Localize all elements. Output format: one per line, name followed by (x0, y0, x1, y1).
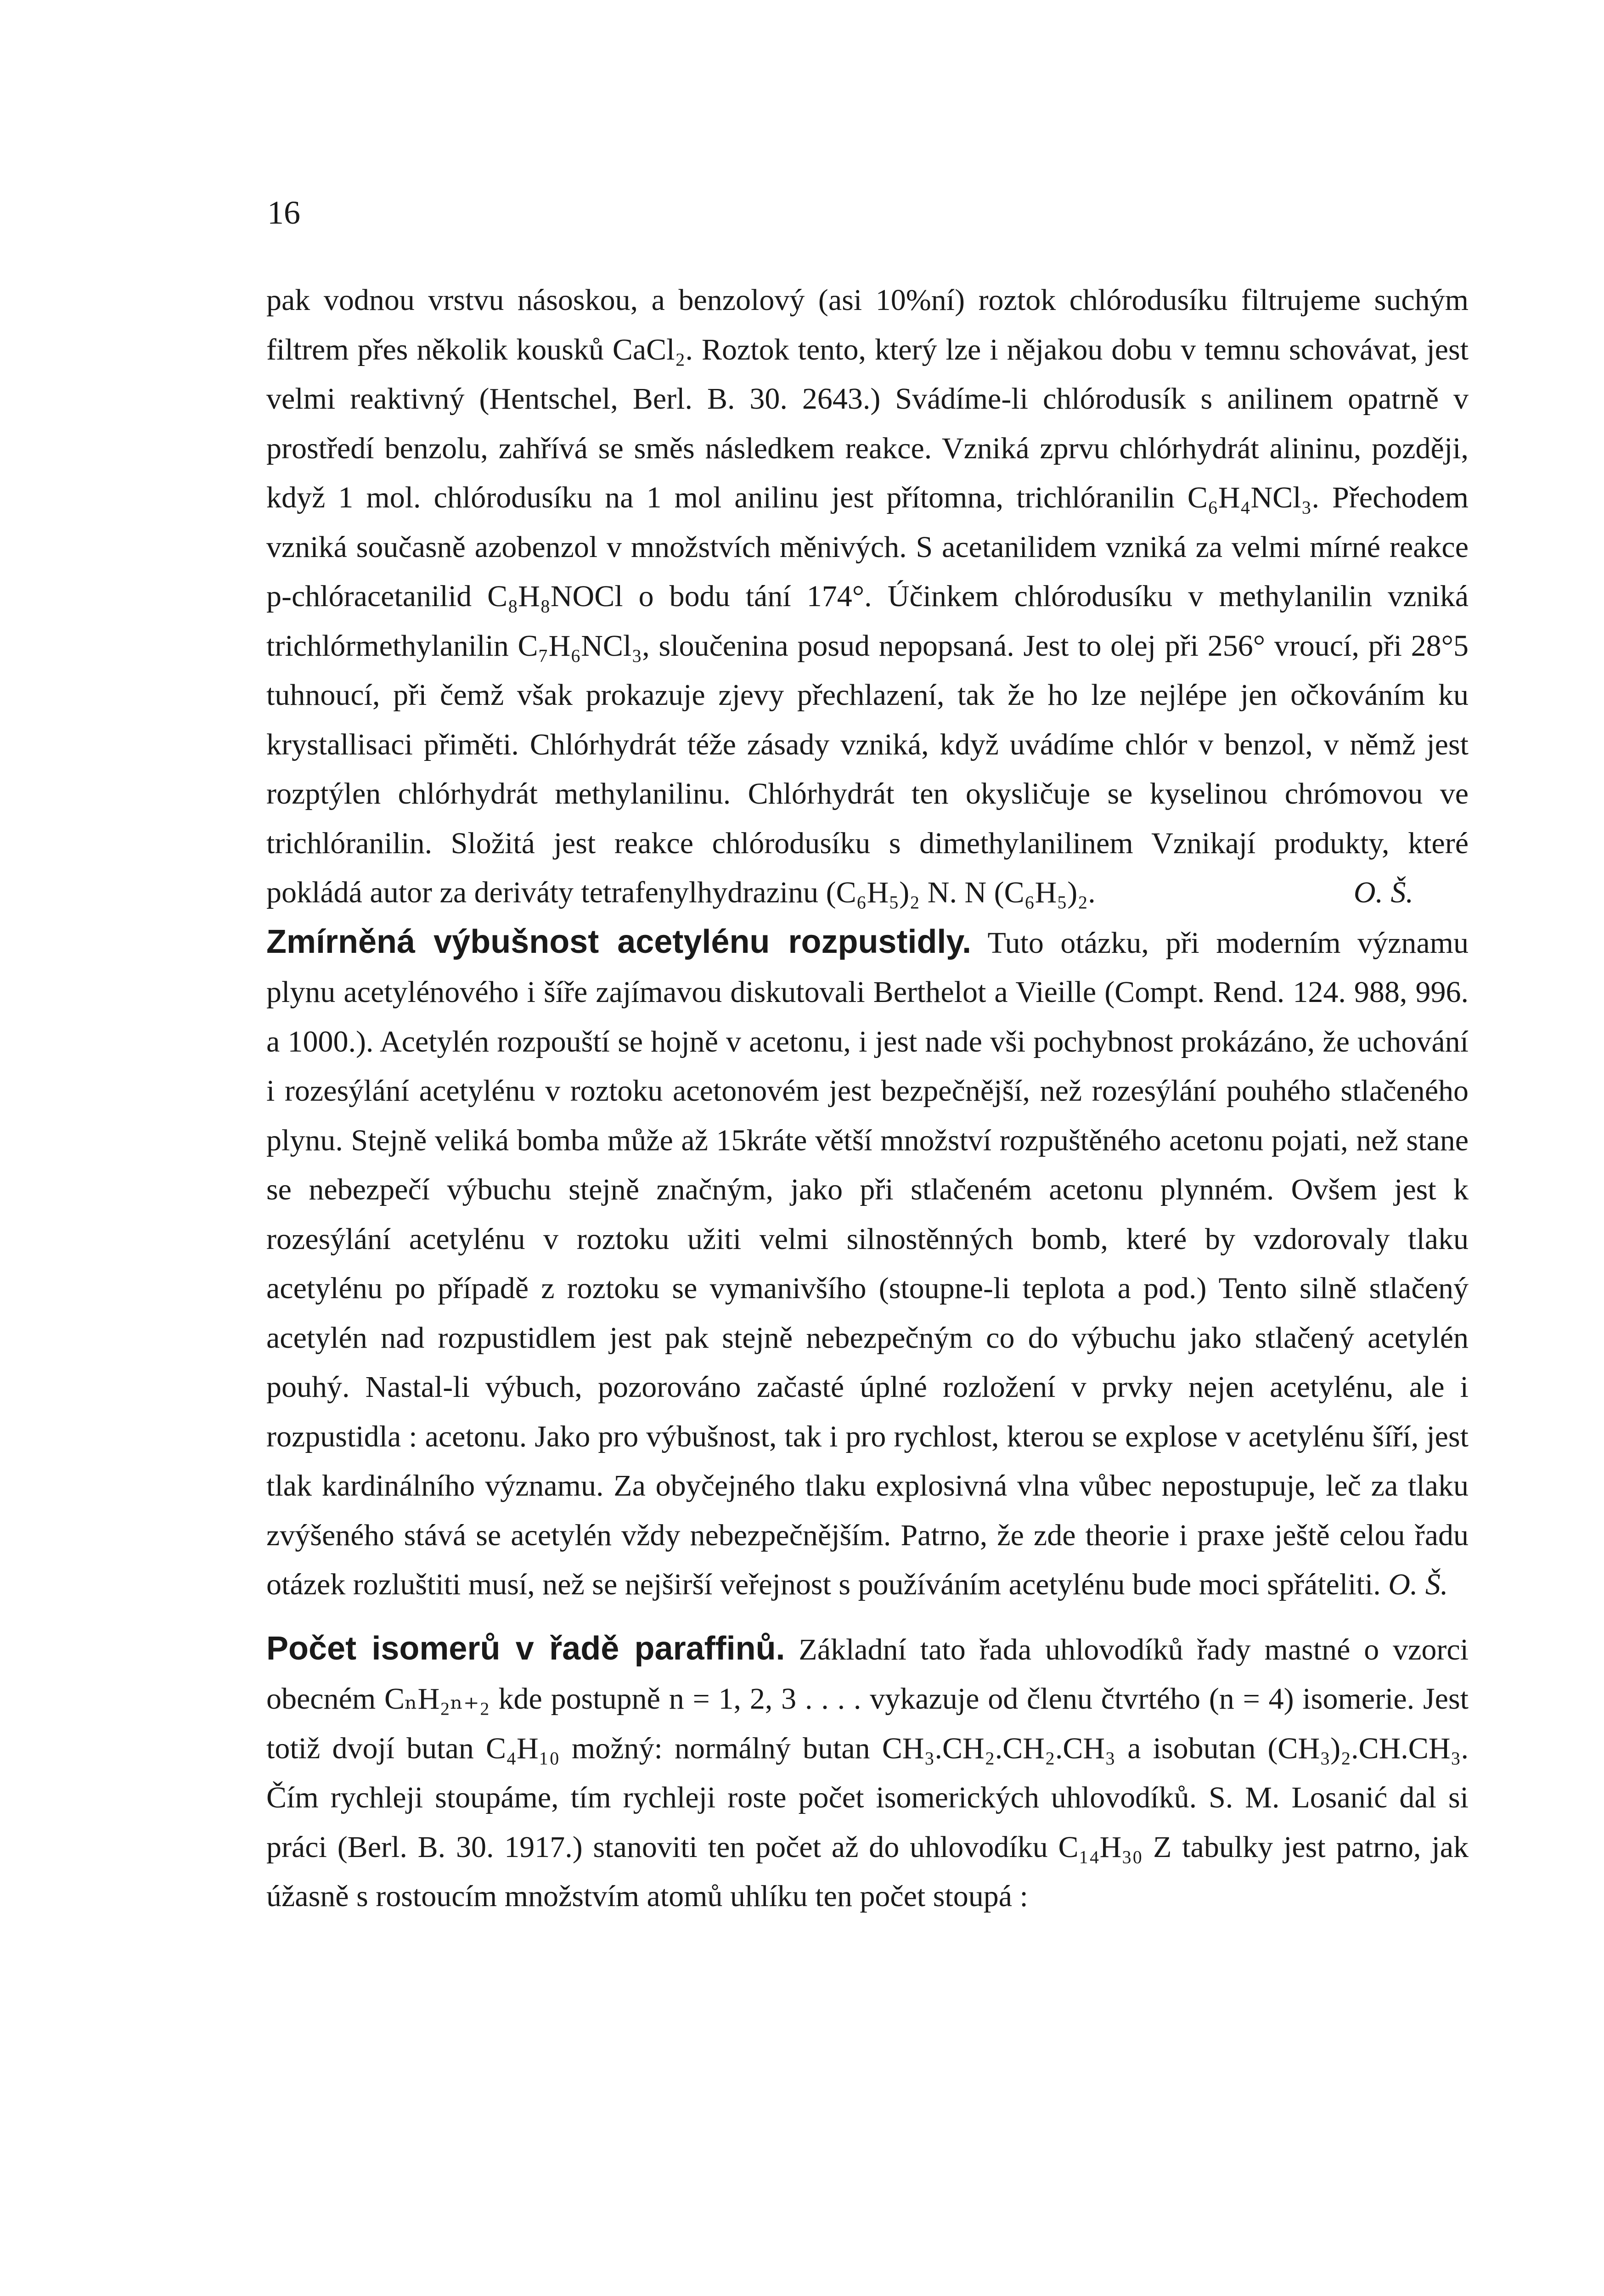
section-heading-isomery: Počet isomerů v řadě paraffinů. (266, 1630, 785, 1667)
text-column (266, 276, 1469, 1921)
paragraph-acetylen (266, 917, 1469, 1609)
paragraph-text: Tuto otázku, při moderním významu plynu acetylénového i šíře zajímavou diskutovali Berthelot a Vieille (Compt. Rend. 124. 988, 996. a 1000.). Acetylén rozpouští se hojně v acetonu, i jest nade vši pochybnost prokázáno, že uchování i rozesýlání acetylénu v roztoku acetonovém jest bezpečnější, než rozesýlání pouhého stlačeného plynu. Stejně veliká bomba může až 15kráte větší množství rozpuštěného acetonu pojati, než stane se nebezpečí výbuchu stejně značným, jako při stlačeném acetonu plynném. Ovšem jest k rozesýlání acetylénu v roztoku užiti velmi silnostěnných bomb, které by vzdorovaly tlaku acetylénu po případě z roztoku se vymanivšího (stoupne-li teplota a pod.) Tento silně stlačený acetylén nad rozpustidlem jest pak stejně nebezpečným co do výbuchu jako stlačený acetylén pouhý. Nastal-li výbuch, pozorováno začasté úplné rozložení v prvky nejen acetylénu, ale i rozpustidla : acetonu. Jako pro výbušnost, tak i pro rychlost, kterou se explose v acetylénu šíří, jest tlak kardinálního významu. Za obyčejného tlaku explosivná vlna vůbec nepostupuje, leč za tlaku zvýšeného stává se acetylén vždy nebezpečnějším. Patrno, že zde theorie i praxe ještě celou řadu otázek rozluštiti musí, než se nejširší veřejnost s používáním acetylénu bude moci spřáteliti. (266, 926, 1469, 1601)
author-signature: O. Š. (1353, 876, 1413, 909)
paragraph-chlorodusik (266, 276, 1469, 917)
paragraph-isomery (266, 1624, 1469, 1921)
paragraph-text: Základní tato řada uhlovodíků řady mastné o vzorci obecném CₙH₂ₙ₊₂ kde postupně n = 1, 2, 3 . . . . vykazuje od členu čtvrtého (n = 4) isomerie. Jest totiž dvojí butan C₄H₁₀ možný: normálný butan CH₃.CH₂.CH₂.CH₃ a isobutan (CH₃)₂.CH.CH₃. Čím rychleji stoupáme, tím rychleji roste počet isomerických uhlovodíků. S. M. Losanić dal si práci (Berl. B. 30. 1917.) stanoviti ten počet až do uhlovodíku C₁₄H₃₀ Z tabulky jest patrno, jak úžasně s rostoucím množstvím atomů uhlíku ten počet stoupá : (266, 1632, 1469, 1913)
author-signature: O. Š. (1388, 1568, 1448, 1601)
section-heading-acetylen: Zmírněná výbušnost acetylénu rozpustidly. (266, 923, 972, 960)
paragraph-text: pak vodnou vrstvu násoskou, a benzolový (asi 10%ní) roztok chlórodusíku filtrujeme suchým filtrem přes několik kousků CaCl₂. Roztok tento, který lze i nějakou dobu v temnu schovávat, jest velmi reaktivný (Hentschel, Berl. B. 30. 2643.) Svádíme-li chlórodusík s anilinem opatrně v prostředí benzolu, zahřívá se směs následkem reakce. Vzniká zprvu chlórhydrát alininu, později, když 1 mol. chlórodusíku na 1 mol anilinu jest přítomna, trichlóranilin C₆H₄NCl₃. Přechodem vzniká současně azobenzol v množstvích měnivých. S acetanilidem vzniká za velmi mírné reakce p-chlóracetanilid C₈H₈NOCl o bodu tání 174°. Účinkem chlórodusíku v methylanilin vzniká trichlórmethylanilin C₇H₆NCl₃, sloučenina posud nepopsaná. Jest to olej při 256° vroucí, při 28°5 tuhnoucí, při čemž však prokazuje zjevy přechlazení, tak že ho lze nejlépe jen očkováním ku krystallisaci přiměti. Chlórhydrát téže zásady vzniká, když uvádíme chlór v benzol, v němž jest rozptýlen chlórhydrát methylanilinu. Chlórhydrát ten okysličuje se kyselinou chrómovou ve trichlóranilin. Složitá jest reakce chlórodusíku s dimethylanilinem Vznikají produkty, které pokládá autor za deriváty tetrafenylhydrazinu (C₆H₅)₂ N. N (C₆H₅)₂. (266, 283, 1469, 909)
page-number: 16 (267, 194, 300, 231)
